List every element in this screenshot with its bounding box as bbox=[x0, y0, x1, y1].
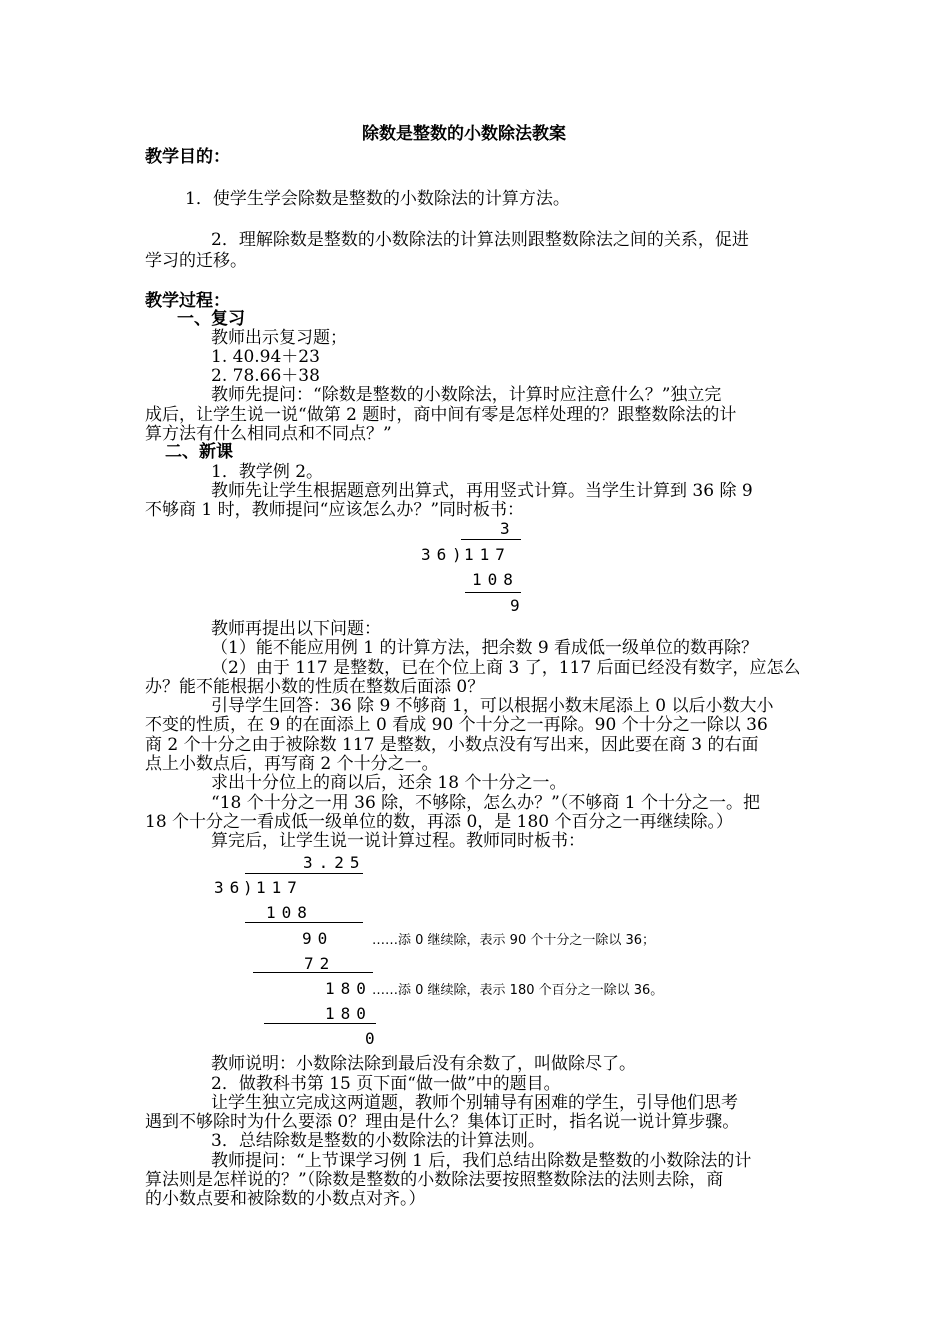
div1-dividend: 117 bbox=[464, 545, 511, 564]
newlesson-p14-line1: 教师提问：“上节课学习例 1 后，我们总结出除数是整数的小数除法的计 bbox=[211, 1151, 752, 1171]
div2-line-1 bbox=[245, 922, 363, 923]
newlesson-p11: 2．做教科书第 15 页下面“做一做”中的题目。 bbox=[211, 1074, 561, 1094]
review-ask-line3: 算方法有什么相同点和不同点？” bbox=[145, 424, 392, 444]
newlesson-p10: 教师说明：小数除法除到最后没有余数了，叫做除尽了。 bbox=[211, 1054, 636, 1074]
process-heading: 教学过程： bbox=[145, 291, 230, 311]
div2-bracket: ) bbox=[243, 878, 259, 897]
newlesson-p14-line2: 算法则是怎样说的？”（除数是整数的小数除法要按照整数除法的法则去除，商 bbox=[145, 1170, 724, 1190]
div2-line-3 bbox=[264, 1023, 376, 1024]
newlesson-p14-line3: 的小数点要和被除数的小数点对齐。） bbox=[145, 1189, 426, 1209]
div2-top-line bbox=[245, 873, 363, 874]
newlesson-p12-line1: 让学生独立完成这两道题，教师个别辅导有困难的学生，引导他们思考 bbox=[211, 1093, 738, 1113]
goal-item-2-line1: 2．理解除数是整数的小数除法的计算法则跟整数除法之间的关系，促进 bbox=[211, 230, 749, 250]
div1-divisor: 36 bbox=[421, 545, 453, 564]
newlesson-p7: 求出十分位上的商以后，还余 18 个十分之一。 bbox=[211, 773, 567, 793]
div2-line-2 bbox=[253, 972, 373, 973]
review-ask-line1: 教师先提问：“除数是整数的小数除法，计算时应注意什么？”独立完 bbox=[211, 385, 722, 405]
newlesson-p2-line1: 教师先让学生根据题意列出算式，再用竖式计算。当学生计算到 36 除 9 bbox=[211, 481, 753, 501]
div2-step5: 180 bbox=[325, 1004, 372, 1023]
div2-divisor: 36 bbox=[214, 878, 246, 897]
newlesson-p6-line2: 不变的性质，在 9 的在面添上 0 看成 90 个十分之一再除。90 个十分之一除以 36 bbox=[145, 715, 768, 735]
newlesson-p6-line3: 商 2 个十分之由于被除数 117 是整数，小数点没有写出来，因此要在商 3 的右面 bbox=[145, 735, 759, 755]
newlesson-p3: 教师再提出以下问题： bbox=[211, 619, 381, 639]
div1-quotient: 3 bbox=[500, 519, 516, 538]
review-ask-line2: 成后，让学生说一说“做第 2 题时，商中间有零是怎样处理的？跟整数除法的计 bbox=[145, 405, 737, 425]
newlesson-heading: 二、新课 bbox=[165, 442, 233, 462]
newlesson-p13: 3．总结除数是整数的小数除法的计算法则。 bbox=[211, 1131, 545, 1151]
newlesson-p6-line1: 引导学生回答：36 除 9 不够商 1，可以根据小数末尾添上 0 以后小数大小 bbox=[211, 696, 774, 716]
review-question-1: 1. 40.94＋23 bbox=[211, 347, 320, 367]
div1-bottom-line bbox=[465, 592, 521, 593]
newlesson-p8-line1: “18 个十分之一用 36 除，不够除，怎么办？”（不够商 1 个十分之一。把 bbox=[211, 793, 760, 813]
goal-item-1: 1．使学生学会除数是整数的小数除法的计算方法。 bbox=[185, 189, 570, 209]
goals-heading: 教学目的： bbox=[145, 147, 230, 167]
newlesson-p12-line2: 遇到不够除时为什么要添 0？理由是什么？集体订正时，指名说一说计算步骤。 bbox=[145, 1112, 740, 1132]
div2-remainder: 0 bbox=[365, 1029, 381, 1048]
div2-step4-note: ……添 0 继续除，表示 180 个百分之一除以 36。 bbox=[372, 983, 664, 998]
newlesson-p5-line1: （2）由于 117 是整数，已在个位上商 3 了，117 后面已经没有数字，应怎么 bbox=[211, 658, 801, 678]
goal-item-2-line2: 学习的迁移。 bbox=[145, 251, 247, 271]
newlesson-p9: 算完后，让学生说一说计算过程。教师同时板书： bbox=[211, 831, 585, 851]
div1-bracket: ) bbox=[452, 545, 468, 564]
div2-step3: 72 bbox=[304, 954, 336, 973]
review-intro: 教师出示复习题； bbox=[211, 328, 347, 348]
div2-step1: 108 bbox=[266, 903, 313, 922]
newlesson-p6-line4: 点上小数点后，再写商 2 个十分之一。 bbox=[145, 754, 439, 774]
div2-quotient: 3.25 bbox=[303, 853, 366, 872]
div1-top-line bbox=[461, 539, 521, 540]
newlesson-p1: 1．教学例 2。 bbox=[211, 462, 324, 482]
div2-dividend: 117 bbox=[256, 878, 303, 897]
page-title: 除数是整数的小数除法教案 bbox=[362, 124, 566, 144]
newlesson-p4: （1）能不能应用例 1 的计算方法，把余数 9 看成低一级单位的数再除？ bbox=[211, 638, 759, 658]
review-heading: 一、复习 bbox=[177, 309, 245, 329]
div2-step2-note: ……添 0 继续除，表示 90 个十分之一除以 36； bbox=[372, 933, 656, 948]
newlesson-p5-line2: 办？能不能根据小数的性质在整数后面添 0？ bbox=[145, 677, 485, 697]
div2-step2: 90 bbox=[302, 929, 334, 948]
review-question-2: 2. 78.66＋38 bbox=[211, 366, 320, 386]
div1-remainder: 9 bbox=[510, 596, 526, 615]
div1-product: 108 bbox=[472, 570, 519, 589]
newlesson-p8-line2: 18 个十分之一看成低一级单位的数，再添 0，是 180 个百分之一再继续除。） bbox=[145, 812, 734, 832]
div2-step4: 180 bbox=[325, 979, 372, 998]
newlesson-p2-line2: 不够商 1 时，教师提问“应该怎么办？”同时板书： bbox=[145, 500, 525, 520]
